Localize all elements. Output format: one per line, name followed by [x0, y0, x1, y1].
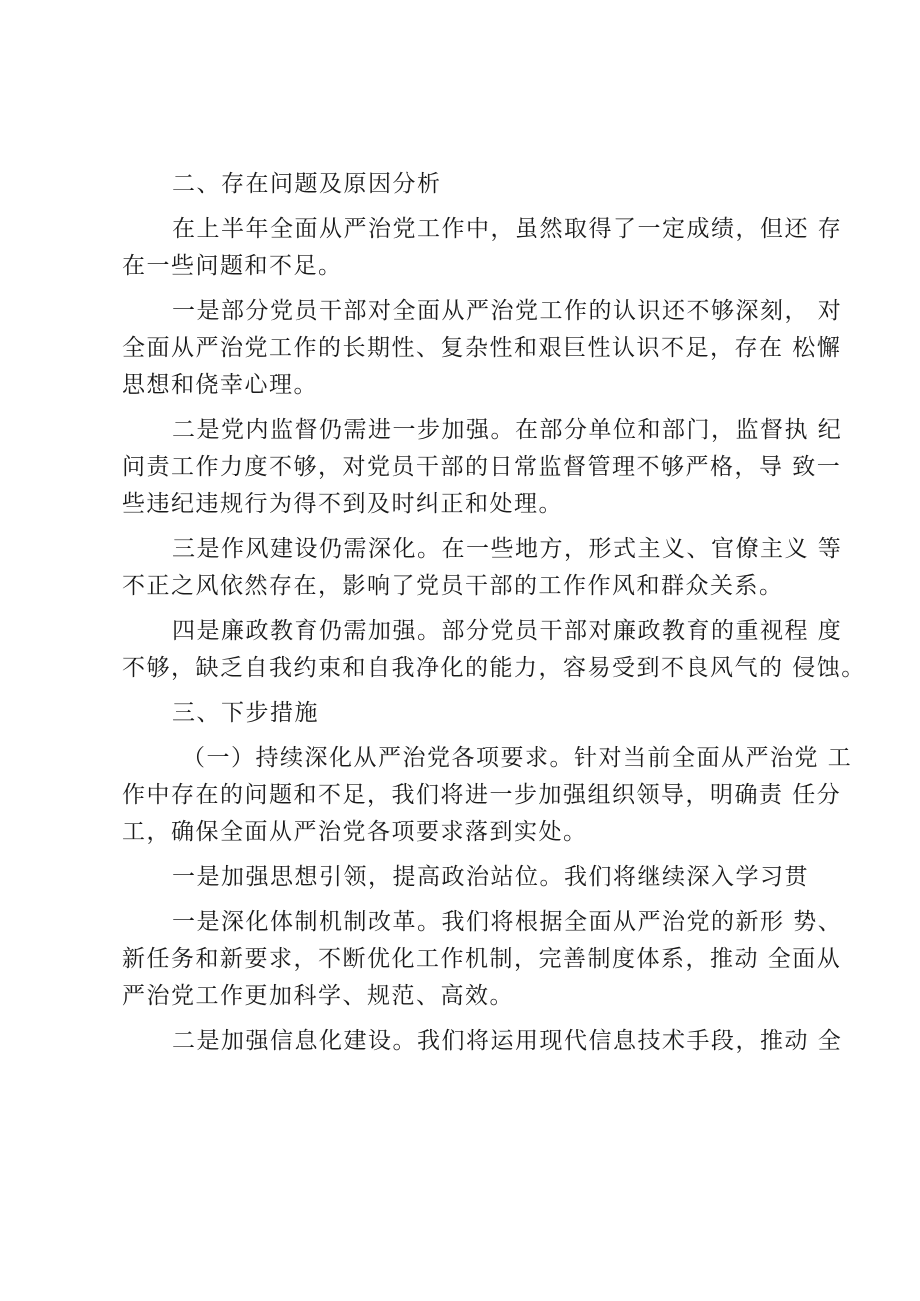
text-line: 不正之风依然存在，影响了党员干部的工作作风和群众关系。	[122, 573, 784, 599]
text-line: 三是作风建设仍需深化。在一些地方，形式主义、官僚主义 等	[172, 536, 843, 562]
text-line: （一）持续深化从严治党各项要求。针对当前全面从严治党 工	[182, 745, 853, 771]
text-line: 二、存在问题及原因分析	[172, 171, 442, 197]
paragraph	[122, 412, 843, 523]
text-line: 在一些问题和不足。	[122, 253, 343, 279]
text-line: 些违纪违规行为得不到及时纠正和处理。	[122, 491, 563, 517]
text-line: 在上半年全面从严治党工作中，虽然取得了一定成绩，但还 存	[172, 216, 843, 242]
paragraph	[122, 613, 866, 687]
section-heading	[122, 695, 812, 732]
paragraph	[122, 904, 843, 1015]
text-line: 问责工作力度不够，对党员干部的日常监督管理不够严格，导 致一	[122, 454, 842, 480]
text-line: 二是党内监督仍需进一步加强。在部分单位和部门，监督执 纪	[172, 417, 843, 443]
paragraph	[122, 211, 843, 285]
paragraph	[122, 1023, 843, 1060]
text-line: 一是部分党员干部对全面从严治党工作的认识还不够深刻， 对	[172, 298, 843, 324]
text-line: 一是加强思想引领，提高政治站位。我们将继续深入学习贯	[172, 864, 809, 890]
text-line: 作中存在的问题和不足，我们将进一步加强组织领导，明确责 任分	[122, 782, 842, 808]
text-line: 工，确保全面从严治党各项要求落到实处。	[122, 819, 588, 845]
text-line: 全面从严治党工作的长期性、复杂性和艰巨性认识不足，存在 松懈	[122, 335, 842, 361]
text-line: 三、下步措施	[172, 700, 319, 726]
paragraph	[122, 531, 843, 605]
text-line: 思想和侥幸心理。	[122, 372, 318, 398]
paragraph	[122, 859, 812, 896]
text-line: 不够，缺乏自我约束和自我净化的能力，容易受到不良风气的 侵蚀。	[122, 655, 866, 681]
paragraph	[122, 740, 853, 851]
text-line: 一是深化体制机制改革。我们将根据全面从严治党的新形 势、	[172, 909, 843, 935]
paragraph	[122, 293, 843, 404]
text-line: 严治党工作更加科学、规范、高效。	[122, 983, 514, 1009]
text-line: 四是廉政教育仍需加强。部分党员干部对廉政教育的重视程 度	[172, 618, 843, 644]
text-line: 新任务和新要求，不断优化工作机制，完善制度体系，推动 全面从	[122, 946, 842, 972]
document-body	[122, 166, 866, 1068]
section-heading	[122, 166, 812, 203]
text-line: 二是加强信息化建设。我们将运用现代信息技术手段，推动 全	[172, 1028, 843, 1054]
